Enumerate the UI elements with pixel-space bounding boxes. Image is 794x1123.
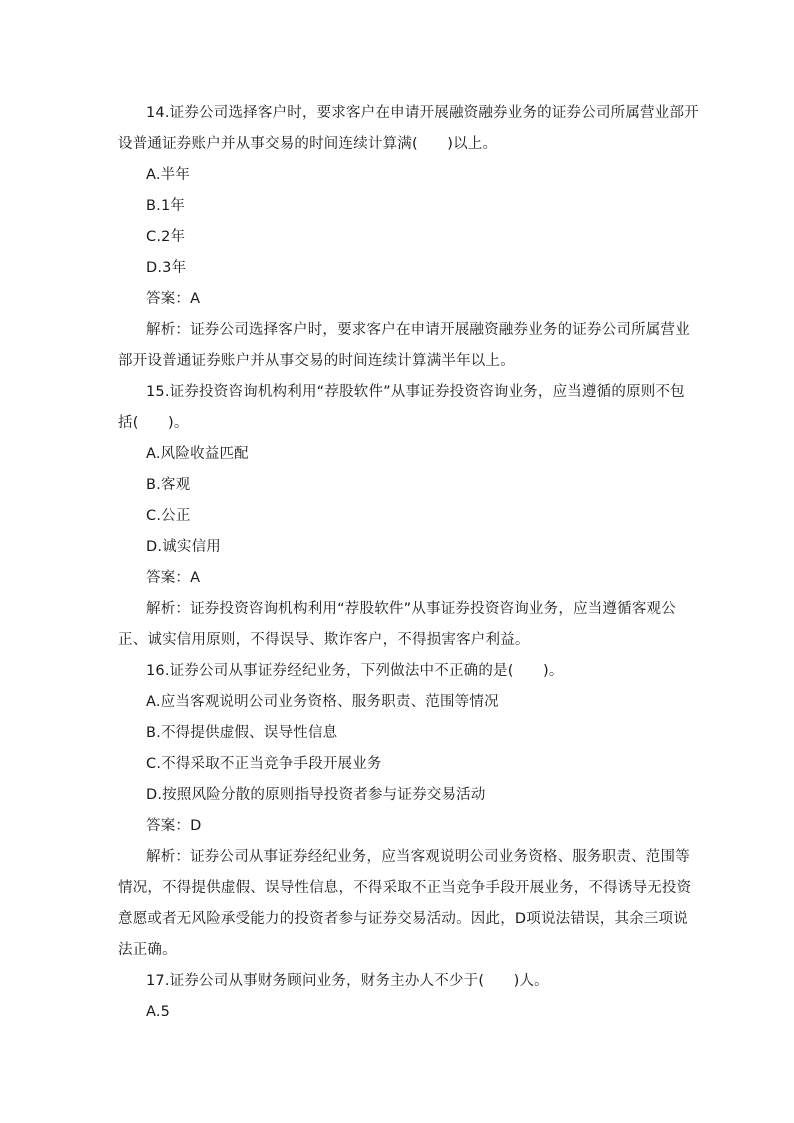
option-b: B.不得提供虚假、误导性信息 <box>146 725 338 741</box>
option-a: A.5 <box>146 1004 171 1020</box>
option-c: C.2年 <box>146 229 186 245</box>
option-b: B.1年 <box>146 198 186 214</box>
analysis-line: 情况，不得提供虚假、误导性信息，不得采取不正当竞争手段开展业务，不得诱导无投资 <box>118 880 692 896</box>
option-d: D.按照风险分散的原则指导投资者参与证券交易活动 <box>146 787 486 803</box>
question-list <box>118 98 699 1028</box>
analysis-line: 正、诚实信用原则，不得误导、欺诈客户，不得损害客户利益。 <box>118 632 530 648</box>
question-17 <box>118 966 678 1028</box>
question-stem-line: 15.证券投资咨询机构利用“荐股软件”从事证券投资咨询业务，应当遵循的原则不包 <box>146 384 685 400</box>
option-d: D.诚实信用 <box>146 539 221 555</box>
question-stem-line: 14.证券公司选择客户时，要求客户在申请开展融资融券业务的证券公司所属营业部开 <box>146 105 699 121</box>
option-c: C.不得采取不正当竞争手段开展业务 <box>146 756 382 772</box>
answer: 答案：A <box>146 291 201 307</box>
option-a: A.半年 <box>146 167 191 183</box>
analysis-line: 解析：证券投资咨询机构利用“荐股软件”从事证券投资咨询业务，应当遵循客观公 <box>146 601 676 617</box>
answer: 答案：A <box>146 570 201 586</box>
question-stem-line: 括( )。 <box>118 415 189 431</box>
answer: 答案：D <box>146 818 202 834</box>
question-16 <box>118 656 692 966</box>
option-a: A.风险收益匹配 <box>146 446 249 462</box>
question-15 <box>118 377 685 656</box>
question-stem-line: 设普通证券账户并从事交易的时间连续计算满( )以上。 <box>118 136 498 152</box>
analysis-line: 法正确。 <box>118 942 177 958</box>
question-stem-line: 16.证券公司从事证券经纪业务，下列做法中不正确的是( )。 <box>146 663 564 679</box>
option-d: D.3年 <box>146 260 187 276</box>
analysis-line: 意愿或者无风险承受能力的投资者参与证券交易活动。因此，D项说法错误，其余三项说 <box>118 911 688 927</box>
question-14 <box>118 98 699 377</box>
option-c: C.公正 <box>146 508 191 524</box>
question-stem-line: 17.证券公司从事财务顾问业务，财务主办人不少于( )人。 <box>146 973 549 989</box>
option-a: A.应当客观说明公司业务资格、服务职责、范围等情况 <box>146 694 499 710</box>
analysis-line: 解析：证券公司选择客户时，要求客户在申请开展融资融券业务的证券公司所属营业 <box>146 322 690 338</box>
option-b: B.客观 <box>146 477 191 493</box>
analysis-line: 部开设普通证券账户并从事交易的时间连续计算满半年以上。 <box>118 353 515 369</box>
analysis-line: 解析：证券公司从事证券经纪业务，应当客观说明公司业务资格、服务职责、范围等 <box>146 849 690 865</box>
